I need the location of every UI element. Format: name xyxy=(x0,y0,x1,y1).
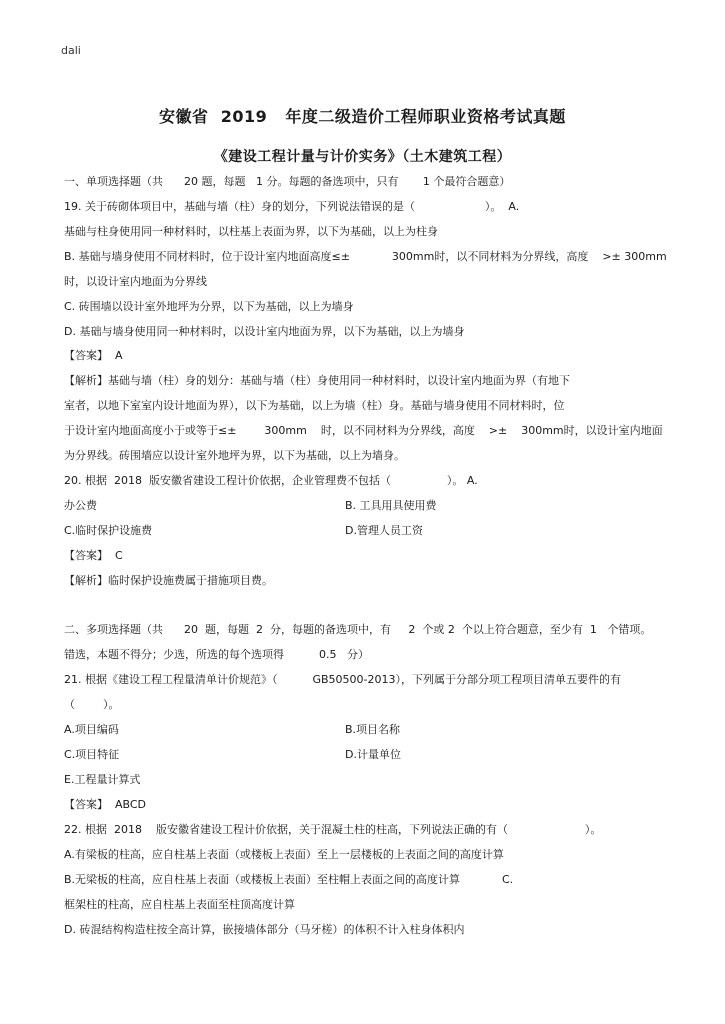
q19-analysis-line1: 【解析】基础与墙（柱）身的划分：基础与墙（柱）身使用同一种材料时，以设计室内地面为界（有地下 xyxy=(64,374,570,387)
q20-stem: 20. 根据 2018 版安徽省建设工程计价依据，企业管理费不包括（ ）。 A. xyxy=(64,474,478,487)
section-2-heading-line1: 二、多项选择题（共 20 题，每题 2 分，每题的备选项中，有 2 个或 2 个以上符合题意，至少有 1 个错项。 xyxy=(64,623,652,636)
q21-option-b: B.项目名称 xyxy=(345,723,401,736)
page-title: 安徽省 2019 年度二级造价工程师职业资格考试真题 xyxy=(159,107,566,126)
q21-stem-line1: 21. 根据《建设工程工程量清单计价规范》（ GB50500-2013），下列属于分部分项工程项目清单五要件的有 xyxy=(64,673,621,686)
q19-option-b-line1: B. 基础与墙身使用不同材料时，位于设计室内地面高度≤± 300mm时，以不同材料为分界线，高度 >± 300mm xyxy=(64,250,667,263)
q22-option-b: B.无梁板的柱高，应自柱基上表面（或楼板上表面）至柱帽上表面之间的高度计算 C. xyxy=(64,873,514,886)
q21-stem-line2: （ ）。 xyxy=(64,698,120,711)
q21-option-e: E.工程量计算式 xyxy=(64,773,141,786)
q20-analysis: 【解析】临时保护设施费属于措施项目费。 xyxy=(64,574,273,587)
q22-option-a: A.有梁板的柱高，应自柱基上表面（或楼板上表面）至上一层楼板的上表面之间的高度计算 xyxy=(64,848,504,861)
q20-answer: 【答案】 C xyxy=(64,549,123,562)
section-1-heading: 一、单项选择题（共 20 题，每题 1 分。每题的备选项中，只有 1 个最符合题意） xyxy=(64,175,511,188)
q21-answer: 【答案】 ABCD xyxy=(64,798,147,811)
q20-option-a: 办公费 xyxy=(64,499,97,512)
section-2-heading-line2: 错选，本题不得分；少选，所选的每个选项得 0.5 分） xyxy=(64,648,369,661)
page-subtitle: 《建设工程计量与计价实务》（土木建筑工程） xyxy=(213,149,512,165)
q19-analysis-line2: 室者，以地下室室内设计地面为界），以下为基础，以上为墙（柱）身。基础与墙身使用不同材料时，位 xyxy=(64,399,565,412)
q19-analysis-line4: 为分界线。砖围墙应以设计室外地坪为界，以下为基础，以上为墙身。 xyxy=(64,449,405,462)
header-mark: dali xyxy=(61,44,81,57)
q21-option-c: C.项目特征 xyxy=(64,748,120,761)
q19-option-d: D. 基础与墙身使用同一种材料时，以设计室内地面为界，以下为基础，以上为墙身 xyxy=(64,325,465,338)
q19-stem: 19. 关于砖砌体项目中，基础与墙（柱）身的划分，下列说法错误的是（ ）。 A. xyxy=(64,200,520,213)
q19-answer: 【答案】 A xyxy=(64,349,123,362)
q21-option-d: D.计量单位 xyxy=(345,748,401,761)
q19-option-c: C. 砖围墙以设计室外地坪为分界，以下为基础，以上为墙身 xyxy=(64,300,354,313)
q22-option-d: D. 砖混结构构造柱按全高计算，嵌接墙体部分（马牙槎）的体积不计入柱身体积内 xyxy=(64,923,465,936)
q20-option-b: B. 工具用具使用费 xyxy=(345,499,437,512)
q22-option-c: 框架柱的柱高，应自柱基上表面至柱顶高度计算 xyxy=(64,898,295,911)
q19-option-a: 基础与柱身使用同一种材料时，以柱基上表面为界，以下为基础，以上为柱身 xyxy=(64,225,438,238)
q20-option-c: C.临时保护设施费 xyxy=(64,524,153,537)
q20-option-d: D.管理人员工资 xyxy=(345,524,423,537)
q22-stem: 22. 根据 2018 版安徽省建设工程计价依据，关于混凝土柱的柱高，下列说法正确的有（ ）。 xyxy=(64,823,602,836)
q19-analysis-line3: 于设计室内地面高度小于或等于≤± 300mm 时，以不同材料为分界线，高度 >± 300mm时，以设计室内地面 xyxy=(64,424,663,437)
q21-option-a: A.项目编码 xyxy=(64,723,119,736)
q19-option-b-line2: 时，以设计室内地面为分界线 xyxy=(64,275,207,288)
